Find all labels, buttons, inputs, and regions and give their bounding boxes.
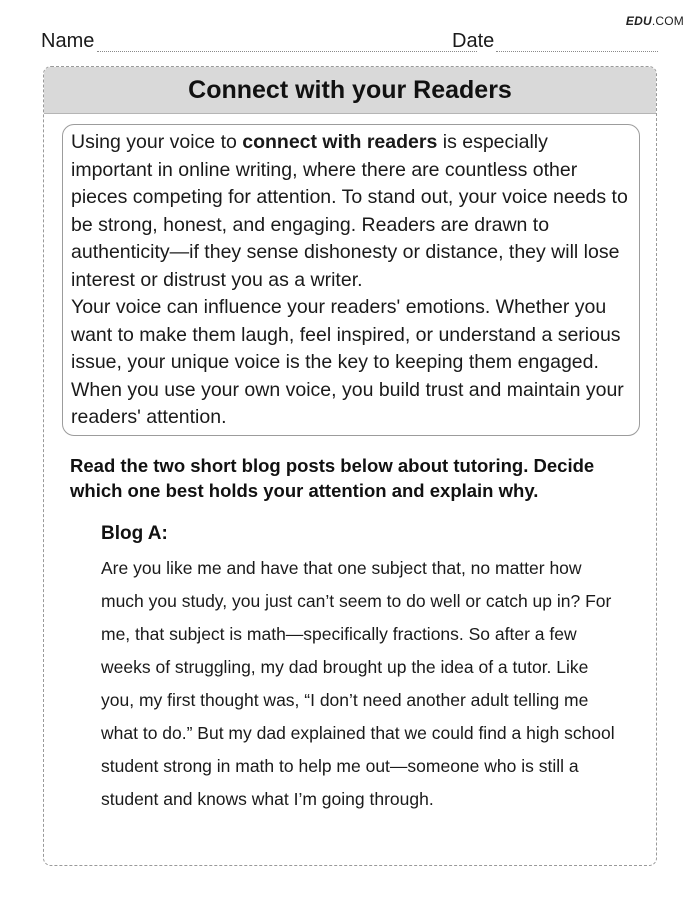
instruction-text: Read the two short blog posts below about tutoring. Decide which one best holds your attention and explain why. bbox=[70, 455, 595, 501]
blog-a-title: Blog A: bbox=[101, 523, 168, 544]
date-label: Date bbox=[452, 30, 495, 52]
logo-edu: EDU bbox=[625, 14, 652, 28]
edu-com-logo bbox=[626, 14, 684, 28]
date-write-line[interactable] bbox=[496, 51, 658, 52]
intro-p1-after: is especially important in online writing, where there are countless other pieces competing for attention. To stand out, your voice needs to be strong, honest, and engaging. Readers are drawn to authenticity—if they sense dishonesty or distance, they will lose interest or distrust you as a writer. bbox=[71, 131, 628, 291]
name-date-header bbox=[41, 30, 658, 54]
intro-paragraph-2: Your voice can influence your readers' emotions. Whether you want to make them laugh, feel inspired, or understand a serious issue, your unique voice is the key to keeping them engaged. When you use your own voice, you build trust and maintain your readers' attention. bbox=[71, 296, 624, 428]
worksheet-title: Connect with your Readers bbox=[44, 67, 656, 114]
intro-paragraph-1 bbox=[71, 129, 631, 294]
name-label: Name bbox=[41, 30, 95, 52]
blog-a-body bbox=[101, 552, 621, 816]
worksheet-frame bbox=[43, 66, 657, 866]
logo-com: .COM bbox=[651, 14, 684, 28]
intro-p1-before: Using your voice to bbox=[71, 131, 243, 153]
name-write-line[interactable] bbox=[97, 51, 477, 52]
intro-text-box bbox=[62, 124, 640, 436]
intro-p1-bold: connect with readers bbox=[242, 131, 438, 153]
blog-a-text: Are you like me and have that one subject that, no matter how much you study, you just can’t seem to do well or catch up in? For me, that subject is math—specifically fractions. So after a few weeks of struggling, my dad brought up the idea of a tutor. Like you, my first thought was, “I don’t need another adult telling me what to do.” But my dad explained that we could find a high school student strong in math to help me out—someone who is still a student and knows what I’m going through. bbox=[101, 558, 615, 809]
